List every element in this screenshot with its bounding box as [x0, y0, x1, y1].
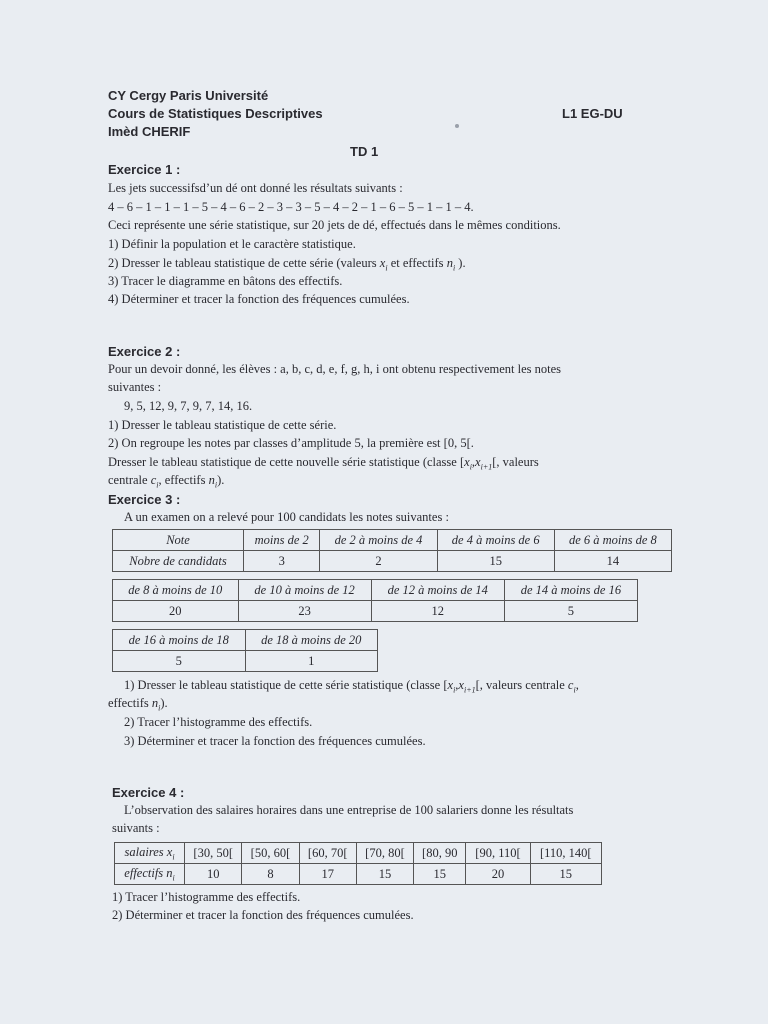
table-row [113, 530, 672, 551]
ex1-intro: Les jets successifsd’un dé ont donné les résultats suivants : [108, 181, 403, 195]
ex1-question-1: 1) Définir la population et le caractère statistique. [108, 237, 356, 251]
table-cell: [60, 70[ [299, 843, 356, 864]
course-title: Cours de Statistiques Descriptives [108, 106, 323, 121]
table-cell: de 4 à moins de 6 [437, 530, 554, 551]
table-row [113, 630, 378, 651]
ex3-table-1 [112, 529, 672, 572]
table-cell: de 14 à moins de 16 [504, 580, 637, 601]
university-name: CY Cergy Paris Université [108, 88, 269, 103]
ex3-question-1-cont: effectifs $n_i$). [108, 696, 168, 713]
table-cell: 15 [530, 864, 601, 885]
table-row [115, 864, 602, 885]
table-cell: salaires $x_i$ [115, 843, 185, 864]
table-cell: [110, 140[ [530, 843, 601, 864]
table-cell: [70, 80[ [356, 843, 413, 864]
table-cell: de 10 à moins de 12 [238, 580, 371, 601]
table-cell: 17 [299, 864, 356, 885]
table-cell: 15 [356, 864, 413, 885]
ex3-question-2: 2) Tracer l’histogramme des effectifs. [124, 715, 313, 729]
table-cell: [80, 90 [414, 843, 466, 864]
ex3-question-3: 3) Déterminer et tracer la fonction des fréquences cumulées. [124, 734, 426, 748]
ex4-question-1: 1) Tracer l’histogramme des effectifs. [112, 890, 301, 904]
table-cell: 20 [113, 601, 239, 622]
ex1-description: Ceci représente une série statistique, sur 20 jets de dé, effectués dans le mêmes conditions. [108, 218, 561, 232]
table-cell: 15 [414, 864, 466, 885]
table-row [115, 843, 602, 864]
table-cell: 23 [238, 601, 371, 622]
table-cell: de 6 à moins de 8 [554, 530, 671, 551]
table-cell: [30, 50[ [185, 843, 242, 864]
ex2-notes: 9, 5, 12, 9, 7, 9, 7, 14, 16. [124, 399, 253, 413]
exercise-4-title: Exercice 4 : [112, 785, 185, 800]
ex2-line-2: suivantes : [108, 380, 162, 394]
table-cell: [50, 60[ [242, 843, 299, 864]
table-cell: 2 [320, 551, 437, 572]
exercise-3-title: Exercice 3 : [108, 492, 181, 507]
ex3-intro: A un examen on a relevé pour 100 candidats les notes suivantes : [124, 510, 449, 524]
table-cell: 14 [554, 551, 671, 572]
table-cell: effectifs $n_i$ [115, 864, 185, 885]
ex4-question-2: 2) Déterminer et tracer la fonction des fréquences cumulées. [112, 908, 414, 922]
ex2-question-1: 1) Dresser le tableau statistique de cette série. [108, 418, 337, 432]
ex1-question-4: 4) Déterminer et tracer la fonction des fréquences cumulées. [108, 292, 410, 306]
ex2-question-2: 2) On regroupe les notes par classes d’amplitude 5, la première est [0, 5[. [108, 436, 474, 450]
ex1-question-3: 3) Tracer le diagramme en bâtons des effectifs. [108, 274, 343, 288]
table-cell: 5 [504, 601, 637, 622]
ex3-table-3 [112, 629, 378, 672]
table-cell: 8 [242, 864, 299, 885]
table-cell: de 16 à moins de 18 [113, 630, 246, 651]
ex4-table [114, 842, 602, 885]
ex3-table-2 [112, 579, 638, 622]
table-cell: Nobre de candidats [113, 551, 244, 572]
table-cell: 15 [437, 551, 554, 572]
table-cell: moins de 2 [244, 530, 320, 551]
table-row [113, 651, 378, 672]
table-row [113, 551, 672, 572]
ex2-line-1: Pour un devoir donné, les élèves : a, b, c, d, e, f, g, h, i ont obtenu respectivement les notes [108, 362, 562, 376]
ex1-data: 4 – 6 – 1 – 1 – 1 – 5 – 4 – 6 – 2 – 3 – 3 – 5 – 4 – 2 – 1 – 6 – 5 – 1 – 1 – 4. [108, 200, 474, 214]
ex4-line-2: suivants : [112, 821, 160, 835]
td-title: TD 1 [350, 144, 379, 159]
ex2-line-4: centrale $c_i$, effectifs $n_i$). [108, 473, 225, 490]
table-cell: 1 [245, 651, 378, 672]
ex1-question-2: 2) Dresser le tableau statistique de cette série (valeurs $x_i$ et effectifs $n_i$ ). [108, 256, 466, 273]
exercise-1-title: Exercice 1 : [108, 162, 181, 177]
table-cell: 3 [244, 551, 320, 572]
table-row [113, 580, 638, 601]
ex4-line-1: L’observation des salaires horaires dans une entreprise de 100 salariers donne les résultats [124, 803, 574, 817]
table-cell: 20 [466, 864, 530, 885]
ex2-line-3: Dresser le tableau statistique de cette nouvelle série statistique (classe [$x_i,x_{i+1}$[, valeurs [108, 455, 539, 472]
table-cell: Note [113, 530, 244, 551]
table-cell: 10 [185, 864, 242, 885]
table-cell: de 8 à moins de 10 [113, 580, 239, 601]
exercise-2-title: Exercice 2 : [108, 344, 181, 359]
scan-speck [455, 124, 459, 128]
table-cell: [90, 110[ [466, 843, 530, 864]
author-name: Imèd CHERIF [108, 124, 191, 139]
level-label: L1 EG-DU [562, 106, 623, 121]
table-cell: de 2 à moins de 4 [320, 530, 437, 551]
table-row [113, 601, 638, 622]
table-cell: 12 [371, 601, 504, 622]
ex3-question-1: 1) Dresser le tableau statistique de cette série statistique (classe [$x_i,x_{i+1}$[, valeurs centrale $c_i$, [124, 678, 579, 695]
table-cell: 5 [113, 651, 246, 672]
table-cell: de 12 à moins de 14 [371, 580, 504, 601]
table-cell: de 18 à moins de 20 [245, 630, 378, 651]
